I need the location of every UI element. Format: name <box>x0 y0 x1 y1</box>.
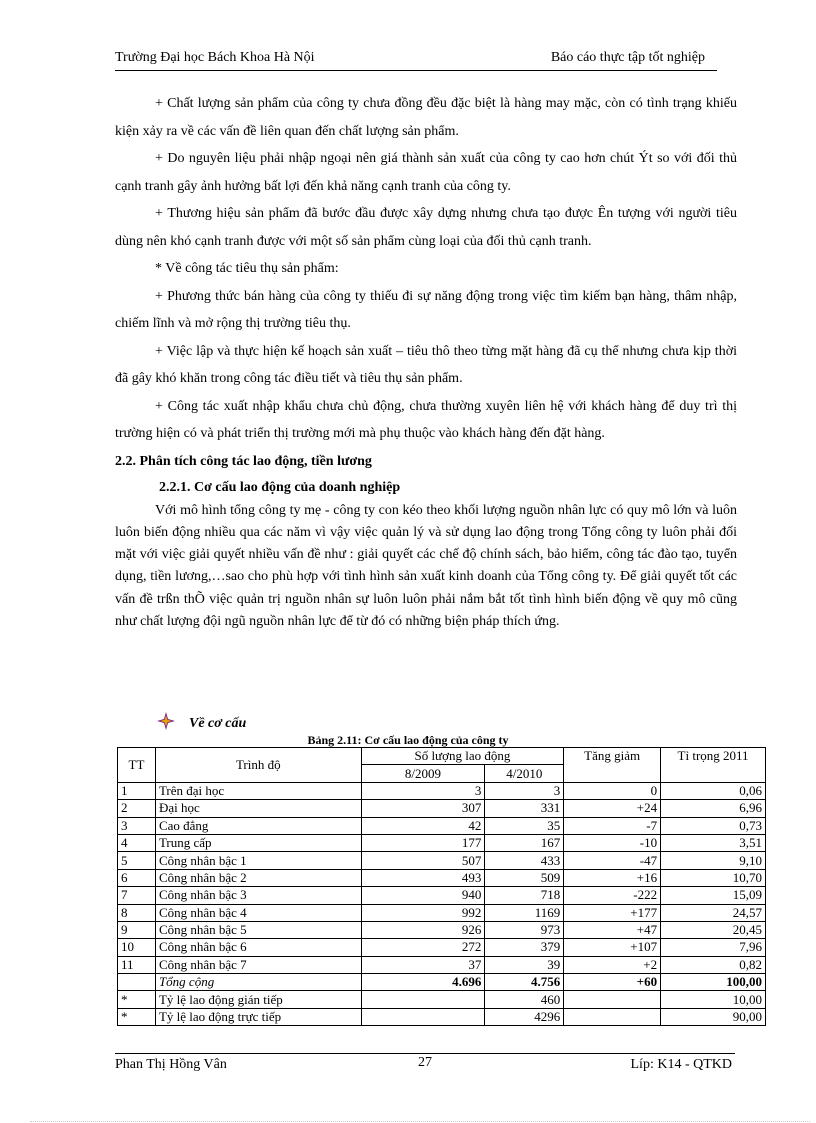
header-ti-trong: Tỉ trọng 2011 <box>661 748 766 783</box>
section-heading-2-2-1: 2.2.1. Cơ cấu lao động của doanh nghiệp <box>159 479 401 495</box>
table-cell-name: Đại học <box>155 800 361 817</box>
table-ratio-row <box>118 991 766 1008</box>
table-cell-tt: 5 <box>118 852 156 869</box>
table-cell-diff: -7 <box>564 817 661 834</box>
table-cell-share: 9,10 <box>661 852 766 869</box>
table-cell-v2009: 37 <box>361 956 485 973</box>
table-cell-diff: +60 <box>564 974 661 991</box>
table-cell-share: 7,96 <box>661 939 766 956</box>
header-report-title: Báo cáo thực tập tốt nghiệp <box>550 50 705 65</box>
header-trinh-do: Trình độ <box>155 748 361 783</box>
table-cell-diff: +24 <box>564 800 661 817</box>
table-cell-diff <box>564 1008 661 1025</box>
subheading-text: Về cơ cấu <box>189 716 247 731</box>
table-cell-diff <box>564 991 661 1008</box>
table-cell-v2010: 1169 <box>485 904 564 921</box>
table-cell-name: Công nhân bậc 5 <box>155 921 361 938</box>
table-cell-tt <box>118 974 156 991</box>
table-cell-v2010: 35 <box>485 817 564 834</box>
table-cell-name: Trung cấp <box>155 834 361 851</box>
subheading-structure <box>157 712 246 732</box>
table-cell-name: Tổng cộng <box>155 974 361 991</box>
paragraph: + Phương thức bán hàng của công ty thiếu đi sự năng động trong việc tìm kiếm bạn hàng, thâm nhập, chiếm lĩnh và mở rộng thị trường tiêu thụ. <box>115 288 737 331</box>
table-cell-v2009: 926 <box>361 921 485 938</box>
table-row <box>118 800 766 817</box>
table-cell-tt: * <box>118 991 156 1008</box>
page-edge <box>30 1121 810 1122</box>
table-cell-diff: -222 <box>564 887 661 904</box>
table-cell-name: Công nhân bậc 4 <box>155 904 361 921</box>
table-row <box>118 782 766 799</box>
table-cell-share: 20,45 <box>661 921 766 938</box>
table-cell-diff: -10 <box>564 834 661 851</box>
paragraph: + Chất lượng sản phẩm của công ty chưa đồng đều đặc biệt là hàng may mặc, còn có tình trạng khiếu kiện xảy ra về các vấn đề liên quan đến chất lượng sản phẩm. <box>115 96 737 139</box>
table-cell-diff: +2 <box>564 956 661 973</box>
table-cell-share: 90,00 <box>661 1008 766 1025</box>
table-cell-v2009: 177 <box>361 834 485 851</box>
table-row <box>118 921 766 938</box>
table-cell-v2009 <box>361 991 485 1008</box>
table-cell-tt: 1 <box>118 782 156 799</box>
table-cell-share: 0,82 <box>661 956 766 973</box>
table-cell-share: 10,70 <box>661 869 766 886</box>
table-cell-v2010: 509 <box>485 869 564 886</box>
header-2009: 8/2009 <box>361 765 485 782</box>
table-cell-diff: +47 <box>564 921 661 938</box>
table-cell-v2010: 4296 <box>485 1008 564 1025</box>
labor-structure-table <box>117 747 766 1026</box>
page-number: 27 <box>418 1055 432 1070</box>
table-cell-share: 3,51 <box>661 834 766 851</box>
paragraph: * Về công tác tiêu thụ sản phẩm: <box>155 261 339 276</box>
table-cell-v2010: 973 <box>485 921 564 938</box>
body-text <box>115 90 737 633</box>
table-cell-tt: 6 <box>118 869 156 886</box>
table-cell-v2009: 307 <box>361 800 485 817</box>
table-cell-v2009: 4.696 <box>361 974 485 991</box>
table-cell-v2010: 331 <box>485 800 564 817</box>
table-cell-v2009: 493 <box>361 869 485 886</box>
table-cell-name: Công nhân bậc 6 <box>155 939 361 956</box>
header-tang-giam: Tăng giảm <box>564 748 661 783</box>
table-cell-tt: * <box>118 1008 156 1025</box>
table-ratio-row <box>118 1008 766 1025</box>
paragraph: + Việc lập và thực hiện kế hoạch sản xuất – tiêu thô theo từng mặt hàng đã cụ thể nhưng chưa kịp thời đã gây khó khăn trong công tác điều tiết và tiêu thụ sản phẩm. <box>115 343 737 386</box>
header-2010: 4/2010 <box>485 765 564 782</box>
table-row <box>118 904 766 921</box>
table-cell-v2010: 718 <box>485 887 564 904</box>
table-cell-v2009: 42 <box>361 817 485 834</box>
table-row <box>118 852 766 869</box>
table-cell-v2009: 3 <box>361 782 485 799</box>
table-cell-diff: +177 <box>564 904 661 921</box>
page-header <box>115 50 717 71</box>
table-cell-diff: -47 <box>564 852 661 869</box>
footer-class: Líp: K14 - QTKD <box>630 1057 732 1072</box>
table-cell-tt: 10 <box>118 939 156 956</box>
table-cell-v2009: 507 <box>361 852 485 869</box>
table-cell-tt: 2 <box>118 800 156 817</box>
table-cell-share: 6,96 <box>661 800 766 817</box>
table-row <box>118 887 766 904</box>
table-cell-tt: 11 <box>118 956 156 973</box>
table-cell-share: 24,57 <box>661 904 766 921</box>
paragraph: + Thương hiệu sản phẩm đã bước đầu được xây dựng nhưng chưa tạo được Ên tượng với người tiêu dùng nên khó cạnh tranh được với một số sản phẩm cùng loại của đối thủ cạnh tranh. <box>115 206 737 249</box>
table-cell-tt: 4 <box>118 834 156 851</box>
table-row <box>118 956 766 973</box>
table-row <box>118 939 766 956</box>
header-so-luong: Số lượng lao động <box>361 748 564 765</box>
table-cell-share: 10,00 <box>661 991 766 1008</box>
table-cell-diff: +16 <box>564 869 661 886</box>
table-row <box>118 869 766 886</box>
header-tt: TT <box>118 748 156 783</box>
table-cell-v2010: 4.756 <box>485 974 564 991</box>
table-cell-v2009: 272 <box>361 939 485 956</box>
table-cell-v2009 <box>361 1008 485 1025</box>
table-cell-share: 0,06 <box>661 782 766 799</box>
table-cell-share: 0,73 <box>661 817 766 834</box>
table-cell-name: Tỷ lệ lao động gián tiếp <box>155 991 361 1008</box>
section-heading-2-2: 2.2. Phân tích công tác lao động, tiền lương <box>115 453 372 469</box>
table-total-row <box>118 974 766 991</box>
table-cell-tt: 7 <box>118 887 156 904</box>
paragraph: + Công tác xuất nhập khẩu chưa chủ động, chưa thường xuyên liên hệ với khách hàng để duy trì thị trường hiện có và phát triển thị trường mới mà phụ thuộc vào khách hàng đến đặt hàng. <box>115 398 737 441</box>
table-cell-name: Công nhân bậc 7 <box>155 956 361 973</box>
header-university: Trường Đại học Bách Khoa Hà Nội <box>115 50 315 65</box>
footer-author: Phan Thị Hồng Vân <box>115 1057 227 1072</box>
table-cell-name: Công nhân bậc 3 <box>155 887 361 904</box>
table-cell-share: 15,09 <box>661 887 766 904</box>
table-cell-v2010: 433 <box>485 852 564 869</box>
table-cell-v2009: 940 <box>361 887 485 904</box>
table-cell-diff: +107 <box>564 939 661 956</box>
table-cell-v2010: 460 <box>485 991 564 1008</box>
table-row <box>118 817 766 834</box>
table-cell-tt: 8 <box>118 904 156 921</box>
table-title: Bảng 2.11: Cơ cấu lao động của công ty <box>307 733 509 747</box>
table-cell-name: Công nhân bậc 2 <box>155 869 361 886</box>
table-cell-v2009: 992 <box>361 904 485 921</box>
table-cell-v2010: 379 <box>485 939 564 956</box>
table-cell-name: Cao đẳng <box>155 817 361 834</box>
table-header-row <box>118 748 766 765</box>
table-cell-name: Trên đại học <box>155 782 361 799</box>
table-cell-v2010: 3 <box>485 782 564 799</box>
footer-divider <box>115 1053 735 1054</box>
table-cell-name: Tỷ lệ lao động trực tiếp <box>155 1008 361 1025</box>
intro-paragraph: Với mô hình tổng công ty mẹ - công ty con kéo theo khối lượng nguồn nhân lực có quy mô lớn và luôn luôn biến động nhiều qua các năm vì vậy việc quản lý và sử dụng lao động trong Tổng công ty luôn phải đối mặt với việc giải quyết nhiều vấn đề như : giải quyết các chế độ chính sách, bảo hiểm, công tác đào tạo, tuyển dụng, tiền lương,…sao cho phù hợp với tình hình sản xuất kinh doanh của Tổng công ty. Để giải quyết tốt các vấn đề trßn thÕ việc quản trị nguồn nhân sự luôn luôn phải nắm bắt tốt tình hình biến động về quy mô cũng như chất lượng đội ngũ nguồn nhân lực để từ đó có những biện pháp thích ứng. <box>115 502 737 629</box>
table-cell-tt: 9 <box>118 921 156 938</box>
paragraph: + Do nguyên liệu phải nhập ngoại nên giá thành sản xuất của công ty cao hơn chút Ýt so với đối thủ cạnh tranh gây ảnh hưởng bất lợi đến khả năng cạnh tranh của công ty. <box>115 151 737 194</box>
table-cell-v2010: 167 <box>485 834 564 851</box>
table-cell-v2010: 39 <box>485 956 564 973</box>
table-cell-diff: 0 <box>564 782 661 799</box>
diamond-bullet-icon <box>157 712 175 730</box>
table-cell-share: 100,00 <box>661 974 766 991</box>
table-cell-name: Công nhân bậc 1 <box>155 852 361 869</box>
table-cell-tt: 3 <box>118 817 156 834</box>
table-row <box>118 834 766 851</box>
